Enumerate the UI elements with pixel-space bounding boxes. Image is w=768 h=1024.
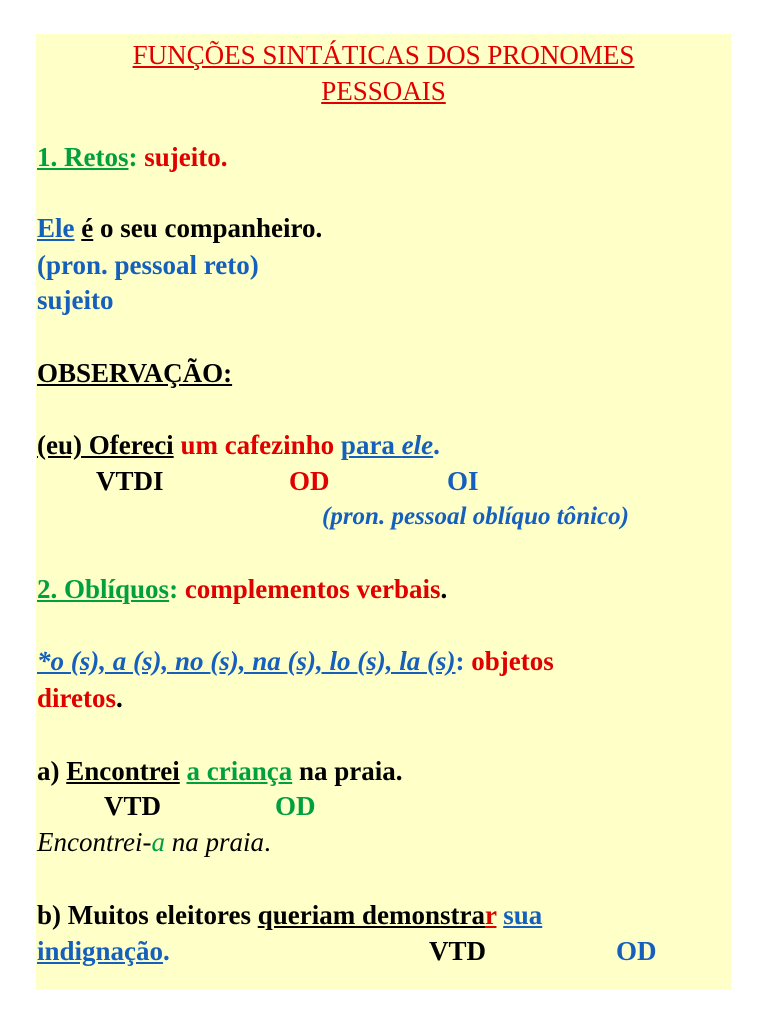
section1-heading: 1. Retos bbox=[37, 142, 129, 172]
section2-colon: : bbox=[169, 574, 179, 604]
pronoun-list-colon: : bbox=[455, 646, 465, 676]
observation-eu: (eu) bbox=[37, 430, 82, 460]
example-a-sentence bbox=[37, 754, 403, 788]
observation-verb: Ofereci bbox=[81, 430, 174, 460]
example-b-od2: indignação bbox=[37, 936, 164, 966]
observation-oi-ele: ele bbox=[401, 430, 434, 460]
section1-line bbox=[37, 140, 227, 174]
example-b-tag-vtd: VTD bbox=[429, 936, 487, 966]
pronoun-list: *o (s), a (s), no (s), na (s), lo (s), la (s) bbox=[37, 646, 456, 676]
example1-note1: (pron. pessoal reto) bbox=[37, 250, 259, 280]
example1-verb: é bbox=[81, 213, 94, 243]
example1-subject: Ele bbox=[37, 213, 75, 243]
observation-od: um cafezinho bbox=[173, 430, 335, 460]
pronoun-list-desc1: objetos bbox=[464, 646, 554, 676]
title-line-2: PESSOAIS bbox=[321, 76, 446, 106]
example-a-rewrite-post: na praia bbox=[164, 827, 264, 857]
example-a-space bbox=[180, 756, 187, 786]
section1-desc: sujeito. bbox=[144, 142, 228, 172]
example-b-tag-od: OD bbox=[616, 936, 657, 966]
example-a-od: a criança bbox=[186, 756, 293, 786]
example-b-verb-r: r bbox=[484, 900, 497, 930]
pronoun-list-line2 bbox=[37, 681, 123, 715]
example1-rest: o seu companheiro. bbox=[93, 213, 323, 243]
example-a-tag-od: OD bbox=[275, 791, 316, 821]
example1-note2: sujeito bbox=[37, 285, 114, 315]
pronoun-list-line bbox=[37, 644, 554, 678]
section2-line bbox=[37, 572, 447, 606]
example-a-rewrite bbox=[37, 825, 271, 859]
observation-tag-oi: OI bbox=[447, 466, 479, 496]
section2-heading: 2. Oblíquos bbox=[37, 574, 170, 604]
observation-dot: . bbox=[433, 430, 440, 460]
example-b-sentence bbox=[37, 898, 542, 932]
pronoun-list-desc2: diretos bbox=[37, 683, 116, 713]
example1-sentence bbox=[37, 211, 322, 245]
observation-space bbox=[334, 430, 341, 460]
section1-colon: : bbox=[128, 142, 138, 172]
example-a-rest: na praia. bbox=[292, 756, 403, 786]
example-b-prefix: b) Muitos eleitores bbox=[37, 900, 258, 930]
example-a-rewrite-pron: a bbox=[151, 827, 165, 857]
example-a-tag-vtd: VTD bbox=[104, 791, 162, 821]
section2-dot: . bbox=[440, 574, 448, 604]
example-a-rewrite-dot: . bbox=[263, 827, 271, 857]
example-b-verb: queriam demonstra bbox=[257, 900, 485, 930]
example-a-rewrite-pre: Encontrei- bbox=[37, 827, 152, 857]
title-line-1: FUNÇÕES SINTÁTICAS DOS PRONOMES bbox=[132, 40, 635, 70]
observation-tag-vtdi: VTDI bbox=[96, 466, 164, 496]
observation-note: (pron. pessoal oblíquo tônico) bbox=[322, 503, 629, 530]
example-a-verb: Encontrei bbox=[66, 756, 180, 786]
example-b-od1: sua bbox=[503, 900, 543, 930]
example-a-prefix: a) bbox=[37, 756, 67, 786]
pronoun-list-dot: . bbox=[116, 683, 123, 713]
example-b-line2 bbox=[37, 934, 170, 968]
example-b-dot: . bbox=[163, 936, 170, 966]
observation-label: OBSERVAÇÃO: bbox=[37, 358, 233, 388]
observation-oi-para: para bbox=[340, 430, 402, 460]
observation-tag-od: OD bbox=[289, 466, 330, 496]
observation-sentence bbox=[37, 428, 440, 462]
section2-desc: complementos verbais bbox=[178, 574, 441, 604]
